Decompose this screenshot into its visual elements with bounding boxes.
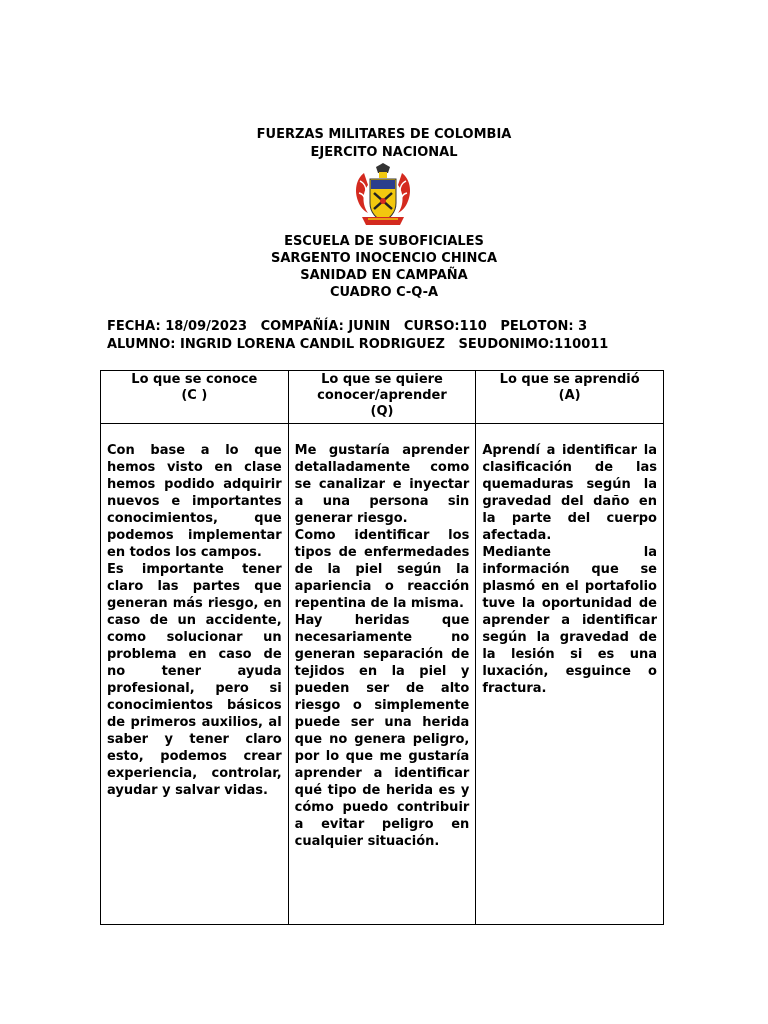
school-line-2: SARGENTO INOCENCIO CHINCA <box>270 251 498 266</box>
cell-text: Me gustaría aprender detalladamente como se canalizar e inyectar a una persona sin generar riesgo. Como identificar los tipos de enfermedades de la piel según la apariencia o reacción repentina de la misma. Hay heridas que necesariamente no generan separación de tejidos en la piel y pueden ser de alto riesgo o simplemente puede ser una herida que no genera peligro, por lo que me gustaría aprender a identificar qué tipo de herida es y cómo puedo contribuir a evitar peligro en cualquier situación. <box>294 443 470 849</box>
header-line-2: EJERCITO NACIONAL <box>310 145 458 160</box>
cell-c <box>101 424 289 925</box>
info-line-1: FECHA: 18/09/2023 COMPAÑÍA: JUNIN CURSO:110 PELOTON: 3 <box>107 319 588 334</box>
army-crest-icon <box>354 163 412 229</box>
cqa-table <box>100 370 664 925</box>
school-line-1: ESCUELA DE SUBOFICIALES <box>284 234 484 249</box>
column-sub: (Q) <box>370 404 394 419</box>
header-line-1: FUERZAS MILITARES DE COLOMBIA <box>256 127 512 142</box>
info-line-2: ALUMNO: INGRID LORENA CANDIL RODRIGUEZ SEUDONIMO:110011 <box>107 337 609 352</box>
column-title: Lo que se quiere conocer/aprender <box>317 372 447 403</box>
school-line-3: SANIDAD EN CAMPAÑA <box>300 268 468 283</box>
column-title: Lo que se aprendió <box>499 372 640 387</box>
school-line-4: CUADRO C-Q-A <box>329 285 439 300</box>
column-header-q <box>288 371 476 424</box>
table-row <box>101 424 664 925</box>
table-header-row <box>101 371 664 424</box>
column-sub: (A) <box>558 388 581 403</box>
cell-a <box>476 424 664 925</box>
column-title: Lo que se conoce <box>131 372 258 387</box>
column-sub: (C ) <box>181 388 208 403</box>
column-header-c <box>101 371 289 424</box>
cell-text: Con base a lo que hemos visto en clase hemos podido adquirir nuevos e importantes conocimientos, que podemos implementar en todos los campos. Es importante tener claro las partes que generan más riesgo, en caso de un accidente, como solucionar un problema en caso de no tener ayuda profesional, pero si conocimientos básicos de primeros auxilios, al saber y tener claro esto, podemos crear experiencia, controlar, ayudar y salvar vidas. <box>107 443 282 798</box>
cell-q <box>288 424 476 925</box>
cell-text: Aprendí a identificar la clasificación de las quemaduras según la gravedad del daño en la parte del cuerpo afectada. Mediante la información que se plasmó en el portafolio tuve la oportunidad de aprender a identificar según la gravedad de la lesión si es una luxación, esguince o fractura. <box>482 443 657 696</box>
column-header-a <box>476 371 664 424</box>
